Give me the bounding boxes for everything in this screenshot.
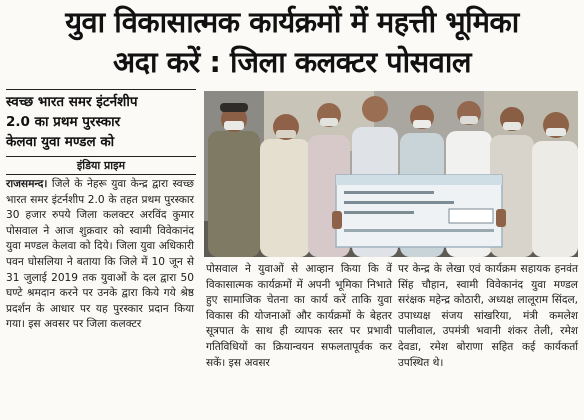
headline-line-1: युवा विकासात्मक कार्यक्रमों में महत्ती भूमिका [65,5,519,39]
divider-byline-top [6,156,196,157]
headline [6,2,578,82]
article-column-3: पर केन्द्र के लेखा एवं कार्यक्रम सहायक हनवंत सिंह चौहान, स्वामी विवेकानंद युवा मण्डल सरंक्षक महेन्द्र कोठारी, अध्यक्ष लालूराम सिंदल, उपाध्यक्ष संजय सांखरिया, मंत्री कमलेश पालीवाल, उपमंत्री भवानी शंकर तेली, रमेश देवडा, रमेश बोराणा सहित कई कार्यकर्ता उपस्थित थे। [398,263,578,369]
divider-byline-bottom [6,174,196,175]
news-photo [204,91,578,257]
column-1-text: जिले के नेहरू युवा केन्द्र द्वारा स्वच्छ भारत समर इंटर्नशीप 2.0 के तहत प्रथम पुरस्कार 30 हजार रुपये जिला कलक्टर अरविंद कुमार पोसवाल ने आज शुक्रवार को स्वामी विवेकानंद युवा मण्डल केलवा को दिये। जिला युवा अधिकारी पवन घोसलिया ने बताया कि जिले में 10 जून से 31 जुलाई 2019 तक युवाओं के दल द्वारा 50 घण्टे श्रमदान करने पर उनके द्वारा किये गये श्रेष्ठ प्रदर्शन के आधार पर यह पुरस्कार प्रदान किया गया। इस अवसर पर जिला कलक्टर [6,178,194,331]
byline: इंडिया प्राइम [76,159,126,172]
dateline-place: राजसमन्द। [6,178,48,190]
group-cheque-photo [204,91,578,257]
subhead-line-2: 2.0 का प्रथम पुरस्कार [6,114,121,130]
subheadline [6,92,196,152]
subhead-line-3: केलवा युवा मण्डल को [6,134,115,150]
article-column-1 [6,177,194,333]
headline-line-2: अदा करें : जिला कलक्टर पोसवाल [112,45,472,79]
cheque-image [332,175,506,247]
subhead-line-1: स्वच्छ भारत समर इंटर्नशीप [6,94,138,110]
divider-top [6,89,196,90]
article-column-2: पोसवाल ने युवाओं से आव्हान किया कि वें विकासात्मक कार्यक्रमों में अपनी भूमिका निभाते हुए सामाजिक चेतना का कार्य करें ताकि युवा विकास की योजनाओं और कार्यक्रमों के बेहतर सूत्रपात के साथ ही व्यापक स्तर पर प्रभावी गतिविधियों का क्रियान्वयन सफलतापूर्वक कर सकें। इस अवसर [206,263,392,369]
